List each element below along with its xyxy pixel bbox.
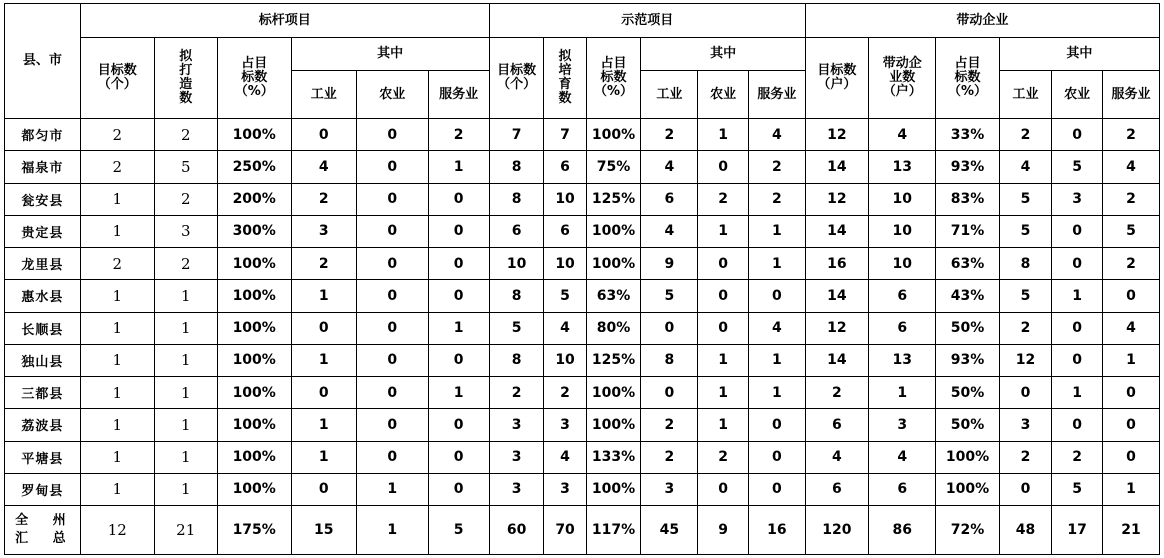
table-row bbox=[5, 280, 1160, 312]
data-cell: 4 bbox=[748, 312, 805, 344]
data-cell: 3 bbox=[489, 409, 544, 441]
table-row bbox=[5, 248, 1160, 280]
data-cell: 6 bbox=[544, 215, 586, 247]
data-cell: 0 bbox=[999, 473, 1052, 505]
table-row bbox=[5, 183, 1160, 215]
data-cell: 1 bbox=[80, 215, 154, 247]
data-cell: 1 bbox=[698, 215, 749, 247]
data-cell: 0 bbox=[356, 119, 428, 151]
data-cell: 50% bbox=[936, 409, 999, 441]
data-cell: 175% bbox=[217, 506, 291, 555]
data-cell: 14 bbox=[805, 280, 868, 312]
data-cell: 5 bbox=[544, 280, 586, 312]
driven-agriculture-header: 农业 bbox=[1052, 71, 1103, 119]
data-cell: 100% bbox=[586, 119, 641, 151]
data-cell: 3 bbox=[291, 215, 356, 247]
table-row bbox=[5, 344, 1160, 376]
data-cell: 17 bbox=[1052, 506, 1103, 555]
data-cell: 7 bbox=[489, 119, 544, 151]
demo-target-header: 目标数 （个） bbox=[489, 38, 544, 119]
data-cell: 1 bbox=[80, 183, 154, 215]
data-cell: 0 bbox=[428, 409, 489, 441]
demo-agriculture-header: 农业 bbox=[698, 71, 749, 119]
data-cell: 3 bbox=[489, 473, 544, 505]
data-cell: 12 bbox=[805, 312, 868, 344]
data-cell: 2 bbox=[999, 312, 1052, 344]
data-cell: 0 bbox=[1102, 441, 1159, 473]
data-cell: 4 bbox=[641, 215, 698, 247]
data-cell: 0 bbox=[698, 151, 749, 183]
demo-planned-header: 拟培育数 bbox=[544, 38, 586, 119]
data-cell: 12 bbox=[80, 506, 154, 555]
data-cell: 10 bbox=[869, 248, 936, 280]
data-cell: 1 bbox=[154, 409, 217, 441]
data-cell: 4 bbox=[805, 441, 868, 473]
data-cell: 2 bbox=[1102, 248, 1159, 280]
data-cell: 0 bbox=[291, 312, 356, 344]
data-cell: 1 bbox=[356, 473, 428, 505]
data-cell: 2 bbox=[999, 441, 1052, 473]
data-cell: 0 bbox=[748, 441, 805, 473]
data-cell: 0 bbox=[641, 312, 698, 344]
data-cell: 5 bbox=[489, 312, 544, 344]
data-cell: 100% bbox=[586, 248, 641, 280]
data-cell: 0 bbox=[698, 280, 749, 312]
data-cell: 4 bbox=[1102, 312, 1159, 344]
data-cell: 0 bbox=[698, 312, 749, 344]
data-cell: 5 bbox=[1052, 151, 1103, 183]
data-cell: 0 bbox=[356, 377, 428, 409]
driven-header: 带动企业 bbox=[805, 4, 1159, 38]
data-cell: 10 bbox=[544, 344, 586, 376]
data-cell: 1 bbox=[748, 344, 805, 376]
data-cell: 7 bbox=[544, 119, 586, 151]
data-cell: 100% bbox=[217, 377, 291, 409]
data-cell: 83% bbox=[936, 183, 999, 215]
data-cell: 16 bbox=[748, 506, 805, 555]
demo-services-header: 服务业 bbox=[748, 71, 805, 119]
data-cell: 125% bbox=[586, 183, 641, 215]
data-cell: 0 bbox=[291, 473, 356, 505]
data-cell: 6 bbox=[489, 215, 544, 247]
benchmark-services-header: 服务业 bbox=[428, 71, 489, 119]
data-cell: 12 bbox=[805, 119, 868, 151]
data-cell: 2 bbox=[748, 183, 805, 215]
data-cell: 4 bbox=[1102, 151, 1159, 183]
data-cell: 1 bbox=[698, 409, 749, 441]
driven-pct-header: 占目 标数 （%） bbox=[936, 38, 999, 119]
data-cell: 0 bbox=[999, 377, 1052, 409]
data-cell: 0 bbox=[356, 151, 428, 183]
data-cell: 15 bbox=[291, 506, 356, 555]
data-cell: 1 bbox=[428, 377, 489, 409]
data-cell: 93% bbox=[936, 344, 999, 376]
benchmark-agriculture-header: 农业 bbox=[356, 71, 428, 119]
data-cell: 13 bbox=[869, 151, 936, 183]
county-name-cell: 罗甸县 bbox=[5, 473, 81, 505]
data-cell: 93% bbox=[936, 151, 999, 183]
data-cell: 2 bbox=[748, 151, 805, 183]
data-cell: 2 bbox=[489, 377, 544, 409]
data-cell: 1 bbox=[154, 344, 217, 376]
data-cell: 2 bbox=[291, 248, 356, 280]
data-cell: 3 bbox=[544, 473, 586, 505]
data-cell: 86 bbox=[869, 506, 936, 555]
data-cell: 4 bbox=[544, 312, 586, 344]
data-cell: 0 bbox=[428, 473, 489, 505]
data-cell: 6 bbox=[544, 151, 586, 183]
data-cell: 1 bbox=[154, 312, 217, 344]
data-cell: 5 bbox=[999, 215, 1052, 247]
data-cell: 4 bbox=[869, 119, 936, 151]
data-cell: 1 bbox=[1052, 377, 1103, 409]
county-name-cell: 福泉市 bbox=[5, 151, 81, 183]
data-cell: 1 bbox=[428, 151, 489, 183]
data-cell: 2 bbox=[80, 151, 154, 183]
data-cell: 0 bbox=[356, 183, 428, 215]
data-cell: 2 bbox=[154, 183, 217, 215]
data-cell: 0 bbox=[1052, 215, 1103, 247]
data-cell: 100% bbox=[936, 473, 999, 505]
data-cell: 4 bbox=[641, 151, 698, 183]
data-cell: 63% bbox=[586, 280, 641, 312]
demo-of-which-header: 其中 bbox=[641, 38, 805, 71]
data-cell: 0 bbox=[698, 248, 749, 280]
county-name-cell: 三都县 bbox=[5, 377, 81, 409]
data-cell: 100% bbox=[586, 377, 641, 409]
data-cell: 10 bbox=[489, 248, 544, 280]
data-cell: 100% bbox=[217, 280, 291, 312]
data-cell: 100% bbox=[217, 119, 291, 151]
data-cell: 0 bbox=[356, 312, 428, 344]
data-cell: 3 bbox=[489, 441, 544, 473]
county-name-cell: 贵定县 bbox=[5, 215, 81, 247]
data-cell: 2 bbox=[154, 119, 217, 151]
driven-of-which-header: 其中 bbox=[999, 38, 1159, 71]
data-cell: 6 bbox=[805, 473, 868, 505]
data-cell: 63% bbox=[936, 248, 999, 280]
data-cell: 0 bbox=[428, 441, 489, 473]
data-cell: 9 bbox=[641, 248, 698, 280]
data-cell: 9 bbox=[698, 506, 749, 555]
data-cell: 6 bbox=[641, 183, 698, 215]
county-name-cell: 长顺县 bbox=[5, 312, 81, 344]
data-cell: 0 bbox=[748, 280, 805, 312]
table-row bbox=[5, 473, 1160, 505]
data-cell: 300% bbox=[217, 215, 291, 247]
data-cell: 10 bbox=[544, 248, 586, 280]
data-cell: 1 bbox=[154, 280, 217, 312]
data-cell: 2 bbox=[999, 119, 1052, 151]
data-cell: 1 bbox=[154, 441, 217, 473]
county-header: 县、市 bbox=[5, 4, 81, 119]
data-cell: 1 bbox=[1102, 344, 1159, 376]
table-row bbox=[5, 312, 1160, 344]
data-cell: 1 bbox=[80, 312, 154, 344]
data-cell: 5 bbox=[1052, 473, 1103, 505]
data-cell: 14 bbox=[805, 215, 868, 247]
data-cell: 1 bbox=[80, 377, 154, 409]
data-cell: 45 bbox=[641, 506, 698, 555]
data-cell: 3 bbox=[1052, 183, 1103, 215]
county-name-cell: 独山县 bbox=[5, 344, 81, 376]
project-summary-table bbox=[4, 3, 1160, 555]
county-name-cell: 荔波县 bbox=[5, 409, 81, 441]
data-cell: 2 bbox=[154, 248, 217, 280]
data-cell: 48 bbox=[999, 506, 1052, 555]
driven-count-header: 带动企 业数 （户） bbox=[869, 38, 936, 119]
data-cell: 250% bbox=[217, 151, 291, 183]
data-cell: 133% bbox=[586, 441, 641, 473]
data-cell: 12 bbox=[805, 183, 868, 215]
table-row bbox=[5, 441, 1160, 473]
data-cell: 0 bbox=[356, 344, 428, 376]
data-cell: 21 bbox=[1102, 506, 1159, 555]
data-cell: 100% bbox=[217, 441, 291, 473]
table-body bbox=[5, 119, 1160, 555]
data-cell: 1 bbox=[80, 344, 154, 376]
county-name-cell: 惠水县 bbox=[5, 280, 81, 312]
table-row bbox=[5, 119, 1160, 151]
data-cell: 4 bbox=[869, 441, 936, 473]
data-cell: 2 bbox=[641, 409, 698, 441]
data-cell: 2 bbox=[698, 441, 749, 473]
data-cell: 1 bbox=[1052, 280, 1103, 312]
benchmark-header: 标杆项目 bbox=[80, 4, 489, 38]
data-cell: 2 bbox=[80, 119, 154, 151]
county-name-cell: 平塘县 bbox=[5, 441, 81, 473]
data-cell: 1 bbox=[291, 280, 356, 312]
data-cell: 1 bbox=[698, 344, 749, 376]
data-cell: 6 bbox=[805, 409, 868, 441]
data-cell: 80% bbox=[586, 312, 641, 344]
data-cell: 1 bbox=[80, 280, 154, 312]
data-cell: 1 bbox=[80, 441, 154, 473]
data-cell: 4 bbox=[544, 441, 586, 473]
data-cell: 0 bbox=[748, 409, 805, 441]
data-cell: 1 bbox=[291, 344, 356, 376]
benchmark-target-header: 目标数 （个） bbox=[80, 38, 154, 119]
data-cell: 0 bbox=[428, 248, 489, 280]
data-cell: 5 bbox=[428, 506, 489, 555]
data-cell: 100% bbox=[586, 473, 641, 505]
data-cell: 0 bbox=[428, 215, 489, 247]
data-cell: 100% bbox=[217, 248, 291, 280]
data-cell: 0 bbox=[356, 248, 428, 280]
data-cell: 3 bbox=[544, 409, 586, 441]
benchmark-of-which-header: 其中 bbox=[291, 38, 489, 71]
data-cell: 5 bbox=[999, 280, 1052, 312]
data-cell: 5 bbox=[641, 280, 698, 312]
data-cell: 0 bbox=[1052, 119, 1103, 151]
data-cell: 1 bbox=[291, 441, 356, 473]
data-cell: 0 bbox=[356, 215, 428, 247]
data-cell: 10 bbox=[869, 215, 936, 247]
data-cell: 2 bbox=[805, 377, 868, 409]
data-cell: 0 bbox=[641, 377, 698, 409]
data-cell: 1 bbox=[748, 248, 805, 280]
data-cell: 1 bbox=[154, 473, 217, 505]
data-cell: 0 bbox=[291, 119, 356, 151]
data-cell: 0 bbox=[428, 280, 489, 312]
driven-industry-header: 工业 bbox=[999, 71, 1052, 119]
data-cell: 0 bbox=[1052, 344, 1103, 376]
demo-pct-header: 占目 标数 （%） bbox=[586, 38, 641, 119]
data-cell: 100% bbox=[217, 344, 291, 376]
data-cell: 50% bbox=[936, 377, 999, 409]
data-cell: 100% bbox=[217, 409, 291, 441]
data-cell: 0 bbox=[291, 377, 356, 409]
data-cell: 1 bbox=[698, 377, 749, 409]
data-cell: 8 bbox=[489, 280, 544, 312]
data-cell: 100% bbox=[936, 441, 999, 473]
benchmark-industry-header: 工业 bbox=[291, 71, 356, 119]
data-cell: 6 bbox=[869, 280, 936, 312]
data-cell: 125% bbox=[586, 344, 641, 376]
data-cell: 0 bbox=[1102, 280, 1159, 312]
data-cell: 1 bbox=[428, 312, 489, 344]
driven-services-header: 服务业 bbox=[1102, 71, 1159, 119]
data-cell: 70 bbox=[544, 506, 586, 555]
data-cell: 2 bbox=[1052, 441, 1103, 473]
data-cell: 13 bbox=[869, 344, 936, 376]
table-row bbox=[5, 151, 1160, 183]
data-cell: 8 bbox=[489, 344, 544, 376]
data-cell: 2 bbox=[428, 119, 489, 151]
data-cell: 8 bbox=[489, 183, 544, 215]
data-cell: 1 bbox=[1102, 473, 1159, 505]
data-cell: 1 bbox=[80, 409, 154, 441]
data-cell: 6 bbox=[869, 312, 936, 344]
data-cell: 2 bbox=[1102, 119, 1159, 151]
data-cell: 5 bbox=[1102, 215, 1159, 247]
data-cell: 0 bbox=[1102, 409, 1159, 441]
data-cell: 4 bbox=[291, 151, 356, 183]
data-cell: 100% bbox=[586, 409, 641, 441]
data-cell: 0 bbox=[356, 409, 428, 441]
county-name-cell: 全 州 汇 总 bbox=[5, 506, 81, 555]
data-cell: 1 bbox=[748, 377, 805, 409]
data-cell: 14 bbox=[805, 344, 868, 376]
table-row bbox=[5, 506, 1160, 555]
county-name-cell: 龙里县 bbox=[5, 248, 81, 280]
data-cell: 2 bbox=[641, 119, 698, 151]
county-name-cell: 瓮安县 bbox=[5, 183, 81, 215]
data-cell: 72% bbox=[936, 506, 999, 555]
data-cell: 8 bbox=[641, 344, 698, 376]
data-cell: 117% bbox=[586, 506, 641, 555]
data-cell: 3 bbox=[641, 473, 698, 505]
data-cell: 3 bbox=[999, 409, 1052, 441]
data-cell: 1 bbox=[748, 215, 805, 247]
data-cell: 1 bbox=[698, 119, 749, 151]
data-cell: 60 bbox=[489, 506, 544, 555]
data-cell: 2 bbox=[641, 441, 698, 473]
data-cell: 1 bbox=[80, 473, 154, 505]
data-cell: 50% bbox=[936, 312, 999, 344]
data-cell: 2 bbox=[80, 248, 154, 280]
data-cell: 120 bbox=[805, 506, 868, 555]
county-name-cell: 都匀市 bbox=[5, 119, 81, 151]
data-cell: 3 bbox=[154, 215, 217, 247]
data-cell: 0 bbox=[428, 344, 489, 376]
table-row bbox=[5, 409, 1160, 441]
data-cell: 2 bbox=[698, 183, 749, 215]
demo-header: 示范项目 bbox=[489, 4, 805, 38]
data-cell: 2 bbox=[291, 183, 356, 215]
data-cell: 75% bbox=[586, 151, 641, 183]
data-cell: 1 bbox=[154, 377, 217, 409]
data-cell: 3 bbox=[869, 409, 936, 441]
data-cell: 1 bbox=[869, 377, 936, 409]
data-cell: 2 bbox=[1102, 183, 1159, 215]
data-cell: 200% bbox=[217, 183, 291, 215]
data-cell: 5 bbox=[999, 183, 1052, 215]
table-row bbox=[5, 215, 1160, 247]
data-cell: 0 bbox=[748, 473, 805, 505]
data-cell: 10 bbox=[544, 183, 586, 215]
data-cell: 0 bbox=[356, 441, 428, 473]
driven-target-header: 目标数 （户） bbox=[805, 38, 868, 119]
data-cell: 14 bbox=[805, 151, 868, 183]
data-cell: 8 bbox=[999, 248, 1052, 280]
data-cell: 4 bbox=[748, 119, 805, 151]
data-cell: 0 bbox=[1052, 409, 1103, 441]
data-cell: 8 bbox=[489, 151, 544, 183]
data-cell: 21 bbox=[154, 506, 217, 555]
table-row bbox=[5, 377, 1160, 409]
data-cell: 4 bbox=[999, 151, 1052, 183]
data-cell: 43% bbox=[936, 280, 999, 312]
benchmark-pct-header: 占目 标数 （%） bbox=[217, 38, 291, 119]
data-cell: 0 bbox=[1102, 377, 1159, 409]
data-cell: 100% bbox=[586, 215, 641, 247]
data-cell: 0 bbox=[1052, 312, 1103, 344]
data-cell: 0 bbox=[1052, 248, 1103, 280]
data-cell: 71% bbox=[936, 215, 999, 247]
data-cell: 0 bbox=[356, 280, 428, 312]
data-cell: 12 bbox=[999, 344, 1052, 376]
data-cell: 0 bbox=[698, 473, 749, 505]
data-cell: 0 bbox=[428, 183, 489, 215]
benchmark-planned-header: 拟打造数 bbox=[154, 38, 217, 119]
data-cell: 100% bbox=[217, 473, 291, 505]
demo-industry-header: 工业 bbox=[641, 71, 698, 119]
data-cell: 5 bbox=[154, 151, 217, 183]
data-cell: 100% bbox=[217, 312, 291, 344]
data-cell: 10 bbox=[869, 183, 936, 215]
data-cell: 16 bbox=[805, 248, 868, 280]
data-cell: 1 bbox=[291, 409, 356, 441]
data-cell: 33% bbox=[936, 119, 999, 151]
data-cell: 6 bbox=[869, 473, 936, 505]
data-cell: 1 bbox=[356, 506, 428, 555]
data-cell: 2 bbox=[544, 377, 586, 409]
